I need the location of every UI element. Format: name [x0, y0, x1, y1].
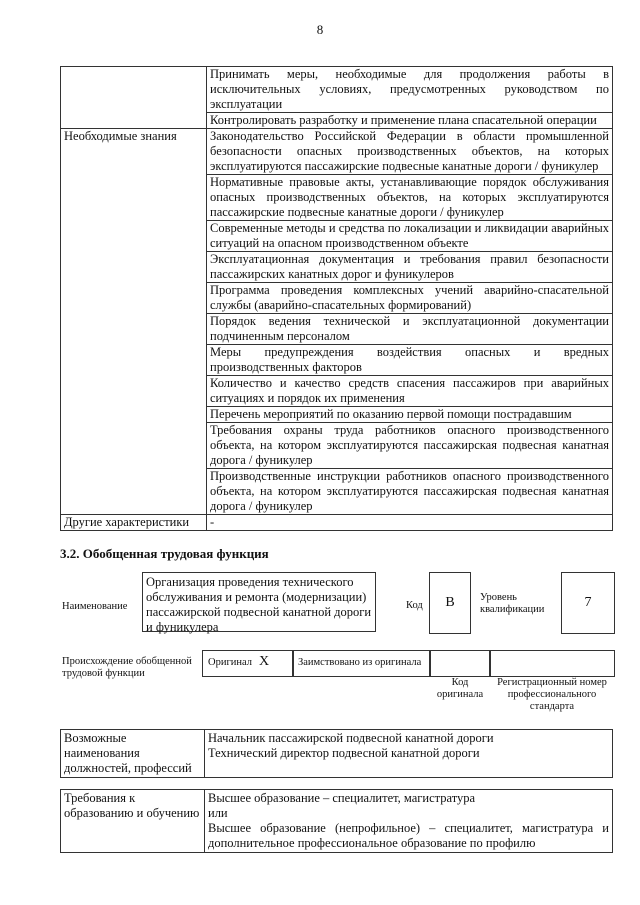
code-value: B	[429, 572, 471, 634]
positions-table	[60, 729, 613, 778]
table-cell: Эксплуатационная документация и требования правил безопасности пассажирских канатных дорог и фуникулеров	[207, 252, 613, 283]
position-item: Технический директор подвесной канатной дороги	[208, 746, 480, 760]
table-cell: Порядок ведения технической и эксплуатационной документации подчиненным персоналом	[207, 314, 613, 345]
table-row	[61, 515, 613, 531]
education-line: Высшее образование – специалитет, магистратура	[208, 791, 476, 805]
table-cell: Современные методы и средства по локализации и ликвидации аварийных ситуаций на опасном производственном объекте	[207, 221, 613, 252]
table-cell: Законодательство Российской Федерации в области промышленной безопасности опасных производственных объектов, на которых эксплуатируются пассажирские подвесные канатные дороги / фуникулер	[207, 129, 613, 175]
original-cell	[202, 650, 294, 677]
table-row	[61, 67, 613, 113]
other-value: -	[207, 515, 613, 531]
table-row	[61, 730, 613, 778]
name-value: Организация проведения технического обслуживания и ремонта (модернизации) пассажирской подвесной канатной дороги и фуникулера	[142, 572, 376, 632]
position-item: Начальник пассажирской подвесной канатной дороги	[208, 731, 494, 745]
table-cell: Программа проведения комплексных учений аварийно-спасательной службы (аварийно-спасательных формирований)	[207, 283, 613, 314]
table-cell: Производственные инструкции работников опасного производственного объекта, на котором эксплуатируются пассажирская подвесная канатная дорога / фуникулер	[207, 469, 613, 515]
table-cell: Контролировать разработку и применение плана спасательной операции	[207, 113, 613, 129]
name-label: Наименование	[62, 601, 128, 612]
original-mark: X	[259, 654, 270, 669]
origin-code-cell	[429, 650, 491, 677]
table-cell: Принимать меры, необходимые для продолжения работы в исключительных условиях, предусмотренных руководством по эксплуатации	[207, 67, 613, 113]
education-table	[60, 789, 613, 853]
section-heading: 3.2. Обобщенная трудовая функция	[60, 546, 269, 561]
education-values	[205, 790, 613, 853]
origin-code-caption: Код оригинала	[436, 677, 484, 700]
other-label: Другие характеристики	[61, 515, 207, 531]
table-cell: Нормативные правовые акты, устанавливающие порядок обслуживания опасных производственных объектов, на которых эксплуатируются пассажирские подвесные канатные дороги / фуникулер	[207, 175, 613, 221]
borrowed-cell	[292, 650, 431, 677]
reg-number-cell	[489, 650, 615, 677]
education-line: Высшее образование (непрофильное) – специалитет, магистратура и дополнительное профессиональное образование по профилю	[208, 821, 609, 850]
knowledge-label: Необходимые знания	[61, 129, 207, 515]
positions-values	[205, 730, 613, 778]
table-row	[61, 790, 613, 853]
level-value: 7	[561, 572, 615, 634]
table-cell: Меры предупреждения воздействия опасных и вредных производственных факторов	[207, 345, 613, 376]
original-label: Оригинал	[208, 657, 252, 668]
code-label: Код	[406, 600, 423, 611]
page-number: 8	[316, 22, 324, 37]
reg-number-caption: Регистрационный номер профессионального стандарта	[497, 677, 607, 712]
level-label: Уровень квалификации	[480, 592, 545, 615]
education-label: Требования к образованию и обучению	[61, 790, 205, 853]
table-cell: Требования охраны труда работников опасного производственного объекта, на котором эксплуатируются пассажирская подвесная канатная дорога / фуникулер	[207, 423, 613, 469]
table-cell: Количество и качество средств спасения пассажиров при аварийных ситуациях и порядок их применения	[207, 376, 613, 407]
table-cell: Перечень мероприятий по оказанию первой помощи пострадавшим	[207, 407, 613, 423]
borrowed-label: Заимствовано из оригинала	[298, 657, 422, 668]
knowledge-table	[60, 66, 613, 531]
origin-label: Происхождение обобщенной трудовой функции	[62, 656, 192, 679]
table-row	[61, 129, 613, 175]
positions-label: Возможные наименования должностей, профессий	[61, 730, 205, 778]
education-line: или	[208, 806, 228, 820]
empty-label-cell	[61, 67, 207, 129]
